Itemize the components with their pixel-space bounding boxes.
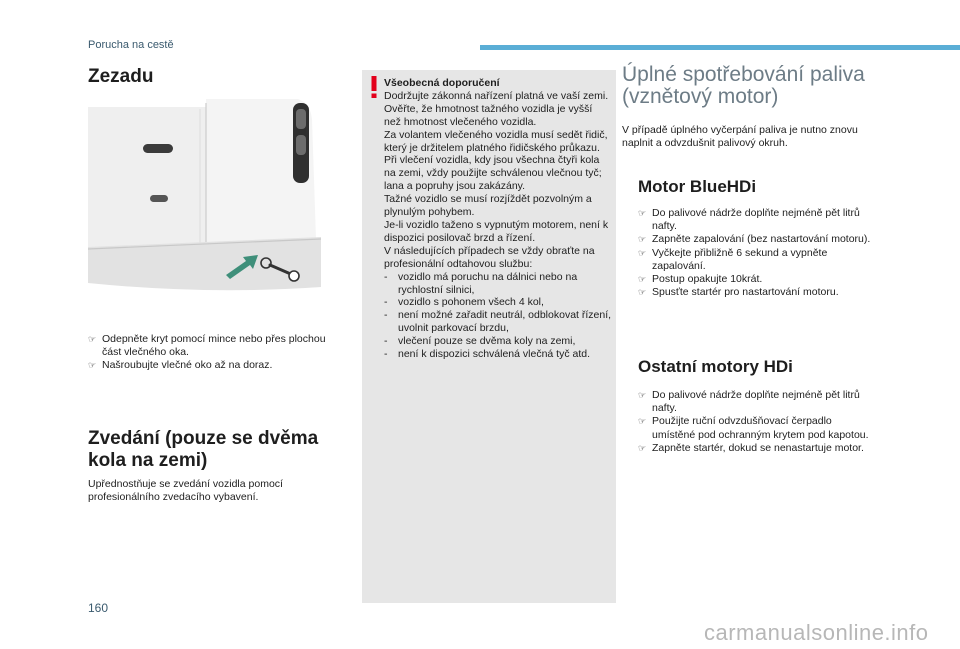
list-item: - není k dispozici schválená vlečná tyč atd. <box>384 348 591 361</box>
title-other-hdi: Ostatní motory HDi <box>638 357 793 376</box>
other-steps-list <box>638 389 876 455</box>
watermark: carmanualsonline.info <box>704 620 929 645</box>
finger-pointer-icon: ☞ <box>638 416 647 427</box>
lift-text: Upřednostňuje se zvedání vozidla pomocí profesionálního zvedacího vybavení. <box>88 478 283 504</box>
list-item: - vozidlo s pohonem všech 4 kol, <box>384 296 544 309</box>
warning-paragraph: Je-li vozidlo taženo s vypnutým motorem, není k dispozici posilovač brzd a řízení. <box>384 218 609 244</box>
finger-pointer-icon: ☞ <box>88 360 97 371</box>
finger-pointer-icon: ☞ <box>638 247 647 258</box>
exclamation-icon <box>367 75 381 99</box>
title-lift: Zvedání (pouze se dvěma kola na zemi) <box>88 428 319 471</box>
finger-pointer-icon: ☞ <box>638 287 647 298</box>
finger-pointer-icon: ☞ <box>88 334 97 344</box>
list-item: ☞ Použijte ruční odvzdušňovací čerpadlo umístěné pod ochranným krytem pod kapotou. <box>638 415 869 441</box>
fuel-intro: V případě úplného vyčerpání paliva je nutno znovu naplnit a odvzdušnit palivový okruh. <box>622 124 858 150</box>
title-rear: Zezadu <box>88 66 154 87</box>
list-item: ☞ Do palivové nádrže doplňte nejméně pět litrů nafty. <box>638 389 860 415</box>
list-item: ☞ Spusťte startér pro nastartování motoru. <box>638 286 839 299</box>
warning-cases-list <box>384 271 612 361</box>
list-item: - není možné zařadit neutrál, odblokovat řízení, uvolnit parkovací brzdu, <box>384 309 612 335</box>
towing-eye-illustration <box>88 99 321 291</box>
rear-steps-list <box>88 333 328 373</box>
bluehdi-steps-list <box>638 207 876 299</box>
page-number: 160 <box>88 601 109 615</box>
warning-title: Všeobecná doporučení <box>384 77 500 89</box>
warning-paragraph: Při vlečení vozidla, kdy jsou všechna čtyři kola na zemi, vždy použijte schválenou vlečnou tyč; lana a popruhy jsou zakázány. <box>384 154 602 193</box>
warning-paragraph: V následujících případech se vždy obraťte na profesionální odtahovou službu: <box>384 244 595 270</box>
finger-pointer-icon: ☞ <box>638 442 647 453</box>
warning-text <box>384 77 612 361</box>
warning-paragraph: Tažné vozidlo se musí rozjíždět pozvolným a plynulým pohybem. <box>384 193 592 219</box>
list-item: ☞ Zapněte zapalování (bez nastartování motoru). <box>638 233 871 246</box>
list-item: ☞ Postup opakujte 10krát. <box>638 273 763 286</box>
finger-pointer-icon: ☞ <box>638 274 647 285</box>
fuel-title: Úplné spotřebování paliva (vznětový motor) <box>622 63 865 108</box>
title-bluehdi: Motor BlueHDi <box>638 177 757 196</box>
finger-pointer-icon: ☞ <box>638 234 647 245</box>
list-item: - vlečení pouze se dvěma koly na zemi, <box>384 335 576 348</box>
list-item: ☞ Našroubujte vlečné oko až na doraz. <box>88 359 273 372</box>
header-accent-bar <box>480 45 960 50</box>
warning-paragraph: Ověřte, že hmotnost tažného vozidla je vyšší než hmotnost vlečeného vozidla. <box>384 102 593 128</box>
finger-pointer-icon: ☞ <box>638 208 647 218</box>
finger-pointer-icon: ☞ <box>638 390 647 400</box>
list-item: ☞ Do palivové nádrže doplňte nejméně pět litrů nafty. <box>638 207 860 233</box>
warning-paragraph: Za volantem vlečeného vozidla musí sedět řidič, který je držitelem platného řidičského průkazu. <box>384 128 608 154</box>
list-item: - vozidlo má poruchu na dálnici nebo na rychlostní silnici, <box>384 270 578 296</box>
list-item: ☞ Odepněte kryt pomocí mince nebo přes plochou část vlečného oka. <box>88 333 326 359</box>
list-item: ☞ Zapněte startér, dokud se nenastartuje motor. <box>638 441 864 454</box>
section-label: Porucha na cestě <box>88 39 174 51</box>
warning-paragraph: Dodržujte zákonná nařízení platná ve vaší zemi. <box>384 89 609 102</box>
list-item: ☞ Vyčkejte přibližně 6 sekund a vypněte zapalování. <box>638 246 828 272</box>
